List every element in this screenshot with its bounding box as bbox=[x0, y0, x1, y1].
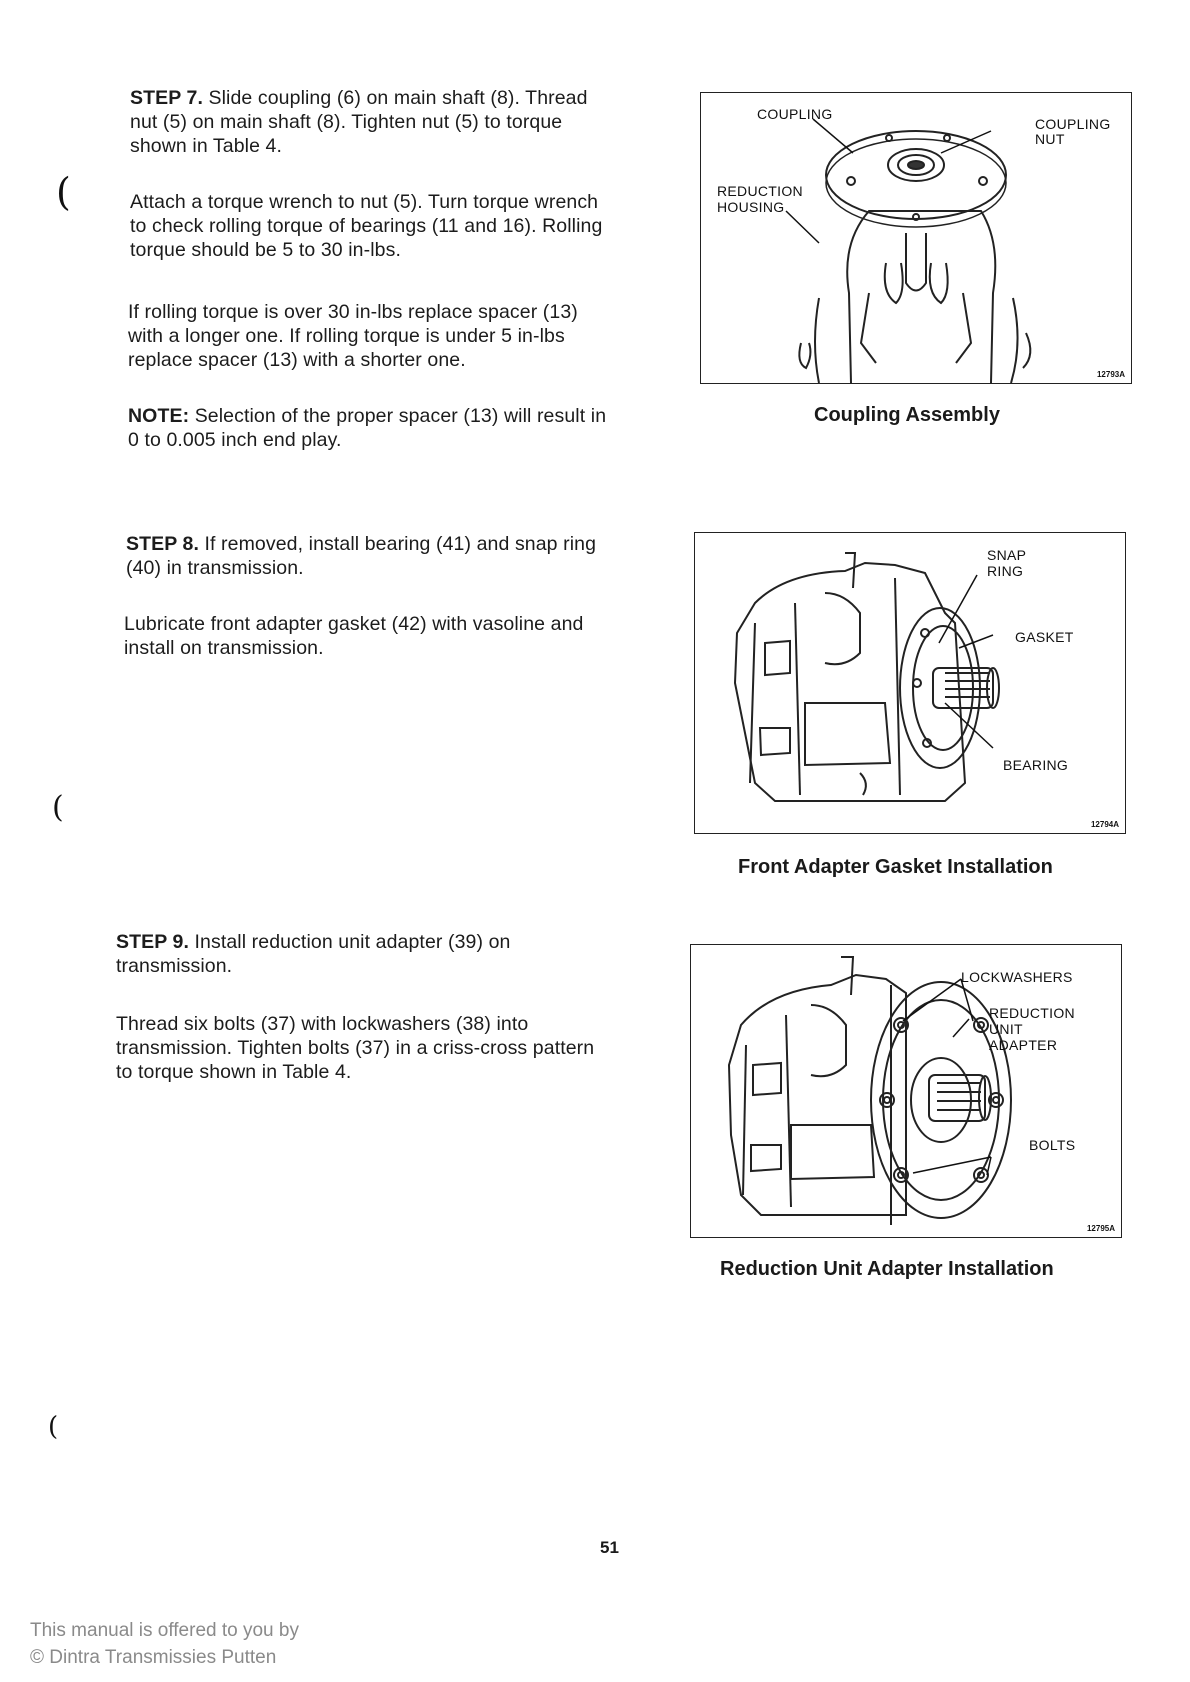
step9-text: Install reduction unit adapter (39) on transmission. bbox=[116, 931, 511, 977]
step9-label: STEP 9. bbox=[116, 931, 189, 953]
figure-id: 12794A bbox=[1090, 820, 1119, 829]
footer-line-1: This manual is offered to you by bbox=[30, 1620, 299, 1641]
label-gasket: GASKET bbox=[1015, 629, 1074, 645]
step8-gasket-paragraph: Lubricate front adapter gasket (42) with vasoline and install on transmission. bbox=[124, 613, 584, 659]
step7-torque-check-paragraph: Attach a torque wrench to nut (5). Turn torque wrench to check rolling torque of bearings (11 and 16). Rolling torque should be 5 to 30 in-lbs. bbox=[130, 191, 603, 261]
note-label: NOTE: bbox=[128, 405, 190, 427]
label-snap-ring-line2: RING bbox=[987, 563, 1024, 579]
figure-id: 12793A bbox=[1096, 370, 1125, 379]
figure-id: 12795A bbox=[1086, 1224, 1115, 1233]
figure-coupling-assembly bbox=[700, 92, 1132, 384]
coupling-assembly-illustration bbox=[701, 93, 1131, 383]
margin-mark: ( bbox=[52, 790, 64, 825]
footer-line-2: © Dintra Transmissies Putten bbox=[30, 1647, 277, 1668]
margin-mark: ( bbox=[48, 1412, 59, 1442]
label-coupling-nut-line1: COUPLING bbox=[1035, 116, 1111, 132]
reduction-unit-adapter-illustration bbox=[691, 945, 1121, 1237]
step9-paragraph bbox=[116, 930, 596, 978]
margin-mark: ( bbox=[56, 170, 71, 214]
figure-caption-front-adapter: Front Adapter Gasket Installation bbox=[738, 856, 1053, 878]
step7-note bbox=[128, 404, 608, 452]
figure-reduction-unit-adapter bbox=[690, 944, 1122, 1238]
label-coupling-nut-line2: NUT bbox=[1035, 131, 1065, 147]
label-snap-ring-line1: SNAP bbox=[987, 547, 1027, 563]
figure-caption-coupling: Coupling Assembly bbox=[814, 404, 1000, 426]
label-bolts: BOLTS bbox=[1029, 1137, 1076, 1153]
step7-text: Slide coupling (6) on main shaft (8). Thread nut (5) on main shaft (8). Tighten nut (5) to torque shown in Table 4. bbox=[130, 87, 588, 157]
step7-label: STEP 7. bbox=[130, 87, 203, 109]
label-adapter-line1: REDUCTION bbox=[989, 1005, 1075, 1021]
label-reduction-line1: REDUCTION bbox=[717, 183, 803, 199]
note-text: Selection of the proper spacer (13) will result in 0 to 0.005 inch end play. bbox=[128, 405, 607, 451]
step9-bolts-paragraph: Thread six bolts (37) with lockwashers (38) into transmission. Tighten bolts (37) in a criss-cross pattern to torque shown in Table 4. bbox=[116, 1013, 595, 1083]
front-adapter-gasket-illustration bbox=[695, 533, 1125, 833]
step8-paragraph bbox=[126, 532, 606, 580]
label-bearing: BEARING bbox=[1003, 757, 1069, 773]
label-coupling: COUPLING bbox=[757, 106, 833, 122]
step7-spacer-paragraph: If rolling torque is over 30 in-lbs replace spacer (13) with a longer one. If rolling torque is under 5 in-lbs replace spacer (13) with a shorter one. bbox=[128, 301, 578, 371]
step8-text: If removed, install bearing (41) and snap ring (40) in transmission. bbox=[126, 533, 597, 579]
figure-front-adapter-gasket bbox=[694, 532, 1126, 834]
page-number: 51 bbox=[600, 1538, 619, 1557]
step8-label: STEP 8. bbox=[126, 533, 199, 555]
label-adapter-line2: UNIT bbox=[989, 1021, 1023, 1037]
label-lockwashers: LOCKWASHERS bbox=[961, 969, 1073, 985]
step7-paragraph bbox=[130, 86, 610, 158]
label-adapter-line3: ADAPTER bbox=[989, 1037, 1058, 1053]
figure-caption-reduction-adapter: Reduction Unit Adapter Installation bbox=[720, 1258, 1054, 1280]
label-reduction-line2: HOUSING bbox=[717, 199, 785, 215]
